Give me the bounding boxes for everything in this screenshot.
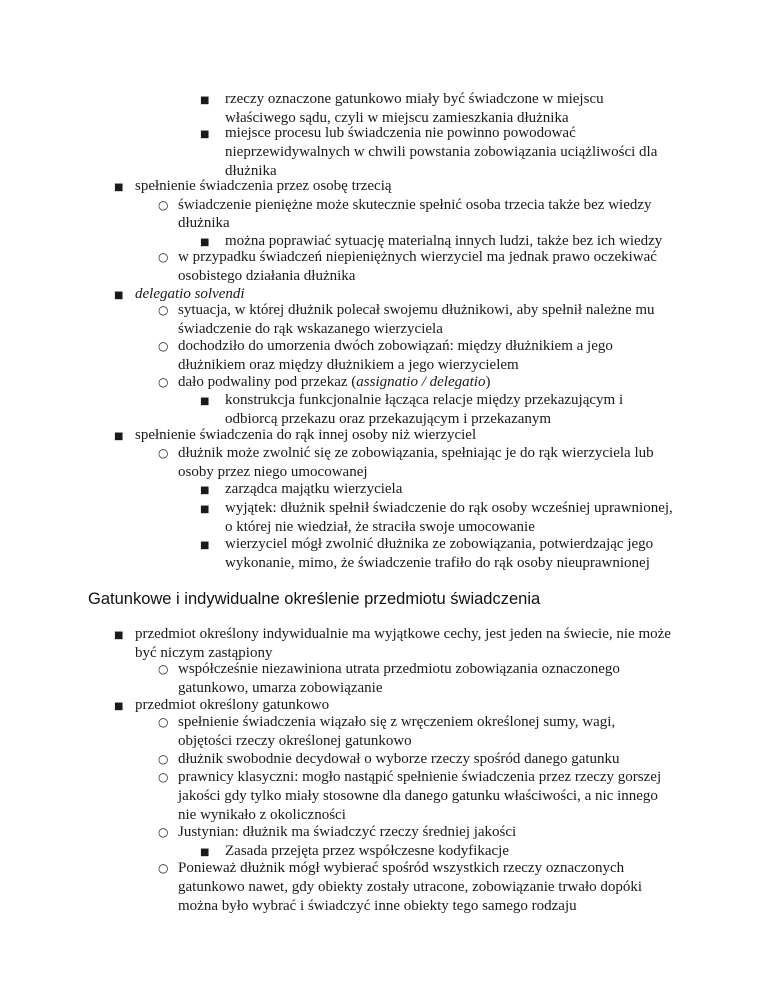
text-line: prawnicy klasyczni: mogło nastąpić spełnienie świadczenia przez rzeczy gorszej (178, 769, 662, 785)
text-line: przedmiot określony indywidualnie ma wyjątkowe cechy, jest jeden na świecie, nie może (135, 626, 671, 642)
italic-term: assignatio / delegatio (356, 374, 486, 390)
text-line: właściwego sądu, czyli w miejscu zamieszkania dłużnika (225, 110, 569, 126)
text-line: spełnienie świadczenia przez osobę trzecią (135, 178, 392, 194)
text-line: osobistego działania dłużnika (178, 268, 356, 284)
bullet-circle-icon: ○ (158, 861, 169, 875)
text-line: delegatio solvendi (135, 286, 245, 302)
text-line: konstrukcja funkcjonalnie łącząca relacje między przekazującym i (225, 392, 624, 408)
text-line: dłużnika (178, 215, 230, 231)
text-line: odbiorcą przekazu oraz przekazującym i przekazanym (225, 411, 552, 427)
text-line: nieprzewidywalnych w chwili powstania zobowiązania uciążliwości dla (225, 144, 658, 160)
text-line: być niczym zastąpiony (135, 645, 273, 661)
text-line (178, 373, 490, 392)
bullet-circle-icon: ○ (158, 375, 169, 389)
text-line: Ponieważ dłużnik mógł wybierać spośród wszystkich rzeczy oznaczonych (178, 860, 625, 876)
text-line: Justynian: dłużnik ma świadczyć rzeczy średniej jakości (178, 824, 517, 840)
bullet-circle-icon: ○ (158, 198, 169, 212)
bullet-circle-icon: ○ (158, 770, 169, 784)
text-line: dłużnikiem oraz między dłużnikiem a jego wierzycielem (178, 357, 519, 373)
text-segment: ) (485, 374, 491, 390)
text-line: osoby przez niego umocowanej (178, 464, 368, 480)
text-line: gatunkowo, umarza zobowiązanie (178, 680, 383, 696)
text-line: wyjątek: dłużnik spełnił świadczenie do rąk osoby wcześniej uprawnionej, (225, 500, 673, 516)
bullet-square-icon: ■ (200, 237, 210, 248)
text-line: spełnienie świadczenia wiązało się z wręczeniem określonej sumy, wagi, (178, 714, 616, 730)
bullet-circle-icon: ○ (158, 250, 169, 264)
text-line: wykonanie, mimo, że świadczenie trafiło do rąk osoby nieuprawnionej (225, 555, 650, 571)
bullet-circle-icon: ○ (158, 752, 169, 766)
text-line: w przypadku świadczeń niepieniężnych wierzyciel ma jednak prawo oczekiwać (178, 249, 657, 265)
bullet-circle-icon: ○ (158, 825, 169, 839)
text-line: można było wybrać i świadczyć inne obiekty tego samego rodzaju (178, 898, 577, 914)
text-segment: dało podwaliny pod przekaz ( (178, 374, 357, 390)
text-line: objętości rzeczy określonej gatunkowo (178, 733, 412, 749)
bullet-square-icon: ■ (114, 290, 124, 301)
text-line: dłużnika (225, 163, 277, 179)
text-line: jakości gdy tylko miały stosowne dla danego gatunku właściwości, a nic innego (178, 788, 658, 804)
text-line: można poprawiać sytuację materialną innych ludzi, także bez ich wiedzy (225, 233, 663, 249)
bullet-circle-icon: ○ (158, 446, 169, 460)
text-line: dłużnik może zwolnić się ze zobowiązania, spełniając je do rąk wierzyciela lub (178, 445, 654, 461)
text-line: świadczenie pieniężne może skutecznie spełnić osoba trzecia także bez wiedzy (178, 197, 652, 213)
bullet-square-icon: ■ (200, 540, 210, 551)
text-line: Zasada przejęta przez współczesne kodyfikacje (225, 843, 510, 859)
bullet-circle-icon: ○ (158, 303, 169, 317)
bullet-circle-icon: ○ (158, 662, 169, 676)
text-line: świadczenie do rąk wskazanego wierzyciela (178, 321, 443, 337)
text-line: gatunkowo nawet, gdy obiekty zostały utracone, zobowiązanie trwało dopóki (178, 879, 643, 895)
text-line: o której nie wiedział, że straciła swoje umocowanie (225, 519, 535, 535)
text-line: współcześnie niezawiniona utrata przedmiotu zobowiązania oznaczonego (178, 661, 620, 677)
bullet-circle-icon: ○ (158, 715, 169, 729)
section-heading: Gatunkowe i indywidualne określenie przedmiotu świadczenia (88, 590, 541, 608)
text-line: wierzyciel mógł zwolnić dłużnika ze zobowiązania, potwierdzając jego (225, 536, 654, 552)
text-line: spełnienie świadczenia do rąk innej osoby niż wierzyciel (135, 427, 477, 443)
text-line: miejsce procesu lub świadczenia nie powinno powodować (225, 125, 576, 141)
bullet-square-icon: ■ (114, 630, 124, 641)
bullet-square-icon: ■ (200, 485, 210, 496)
text-line: rzeczy oznaczone gatunkowo miały być świadczone w miejscu (225, 91, 604, 107)
text-line: dłużnik swobodnie decydował o wyborze rzeczy spośród danego gatunku (178, 751, 620, 767)
bullet-square-icon: ■ (114, 431, 124, 442)
text-line: dochodziło do umorzenia dwóch zobowiązań: między dłużnikiem a jego (178, 338, 613, 354)
text-line: przedmiot określony gatunkowo (135, 697, 330, 713)
bullet-square-icon: ■ (200, 129, 210, 140)
bullet-square-icon: ■ (200, 95, 210, 106)
text-line: nie wynikało z okoliczności (178, 807, 346, 823)
bullet-circle-icon: ○ (158, 339, 169, 353)
text-line: sytuacja, w której dłużnik polecał swojemu dłużnikowi, aby spełnił należne mu (178, 302, 655, 318)
bullet-square-icon: ■ (200, 504, 210, 515)
bullet-square-icon: ■ (114, 701, 124, 712)
text-line: zarządca majątku wierzyciela (225, 481, 403, 497)
bullet-square-icon: ■ (114, 182, 124, 193)
bullet-square-icon: ■ (200, 396, 210, 407)
bullet-square-icon: ■ (200, 847, 210, 858)
